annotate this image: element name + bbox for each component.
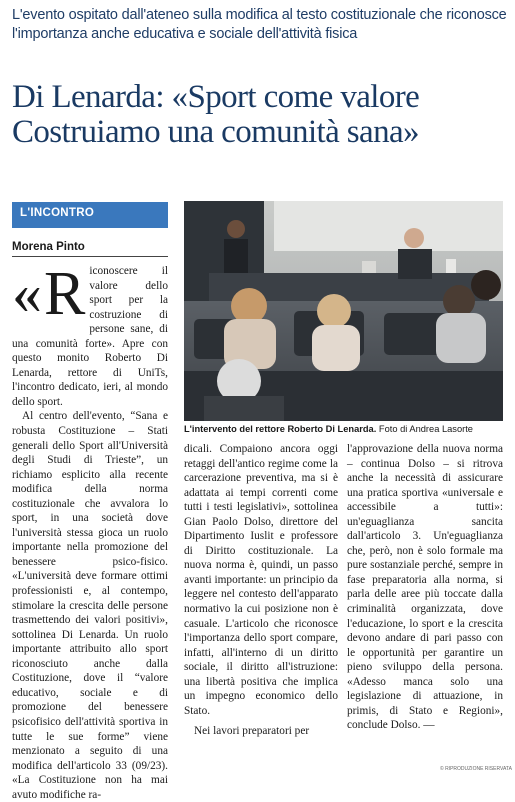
- section-label: L'INCONTRO: [20, 207, 95, 219]
- headline: [12, 80, 507, 150]
- article-column-1: [12, 260, 168, 802]
- opening-quote-mark: «: [12, 260, 42, 326]
- kicker: L'evento ospitato dall'ateneo sulla modifica al testo costituzionale che riconosce l'importanza anche educativa e sociale dell'attività fisica: [12, 7, 507, 42]
- caption-title: L'intervento del rettore Roberto Di Lenarda.: [184, 424, 377, 434]
- lead-text: iconoscere il valore dello sport per la costruzione di persone sane, di una comunità forte». Apre con questo monito Roberto Di Lenarda, rettore di UniTs, l'incontro dedicato, ieri, al mondo dello sport.: [12, 265, 168, 408]
- article-column-3: [347, 442, 503, 733]
- body-paragraph-continued: dicali. Compaiono ancora oggi retaggi dell'antico regime come la carcerazione preventiva, ma si è adattata ai tempi correnti come tutti i testi legislativi», sottolinea Gian Paolo Dolso, direttore del Dipartimento Iuslit e professore di Diritto costituzionale. La nuova norma è, quindi, un passo avanti importante: un principio da leggere nel contesto dell'apparato normativo la cui posizione non è casuale. L'articolo che riconosce l'importanza dello sport compare, infatti, all'interno di un diritto sociale, il diritto all'istruzione: una libertà positiva che implica un impegno economico dello Stato.: [184, 443, 338, 717]
- article-column-2: [184, 442, 338, 739]
- event-photo: [184, 201, 503, 421]
- section-tag: [12, 202, 168, 228]
- caption-credit: Foto di Andrea Lasorte: [376, 424, 473, 434]
- headline-line-2: Costruiamo una comunità sana»: [12, 114, 419, 150]
- body-paragraph-continued: l'approvazione della nuova norma – continua Dolso – si ritrova anche la necessità di assicurare una pratica sportiva «universale e accessibile a tutti»: un'eguaglianza sancita dall'articolo 3. Un'eguaglianza che, però, non è solo formale ma pure sostanziale perché, sempre in fase preparatoria alla norma, si parla delle aree più toccate dalla criminalità organizzata, dove l'educazione, lo sport e la crescita devono andare di pari passo con le opportunità per garantire un pieno sviluppo della persona. «Adesso manca solo una legislazione di attuazione, in primis, di Stato e Regioni», conclude Dolso. —: [347, 443, 503, 732]
- drop-cap: R: [44, 260, 86, 328]
- headline-line-1: Di Lenarda: «Sport come valore: [12, 79, 420, 115]
- body-paragraph: Nei lavori preparatori per: [194, 725, 310, 738]
- copyright-note: © RIPRODUZIONE RISERVATA: [440, 766, 512, 772]
- body-paragraph: Al centro dell'evento, “Sana e robusta Costituzione – Stati generali dello Sport all'Università degli Studi di Trieste”, un richiamo esplicito alla recente modifica della norma costituzionale che avvalora lo sport, in una società dove l'università stessa gioca un ruolo importante nella promozione del benessere psico-fisico. «L'università deve formare ottimi professionisti e, al contempo, stimolare la crescita delle persone trasmettendo dei valori positivi», sottolinea Di Lenarda. Un ruolo importante attribuito allo sport riconosciuto anche dalla Costituzione, dove il “valore educativo, sociale e di promozione del benessere psicofisico dell'attività sportiva in tutte le sue forme” viene menzionato a seguito di una modifica dell'articolo 33 (09/23). «La Costituzione non ha mai avuto modifiche ra-: [12, 410, 168, 801]
- photo-caption: [184, 424, 504, 434]
- lead-paragraph: [12, 260, 168, 409]
- byline: Morena Pinto: [12, 241, 85, 253]
- byline-divider: [12, 256, 168, 257]
